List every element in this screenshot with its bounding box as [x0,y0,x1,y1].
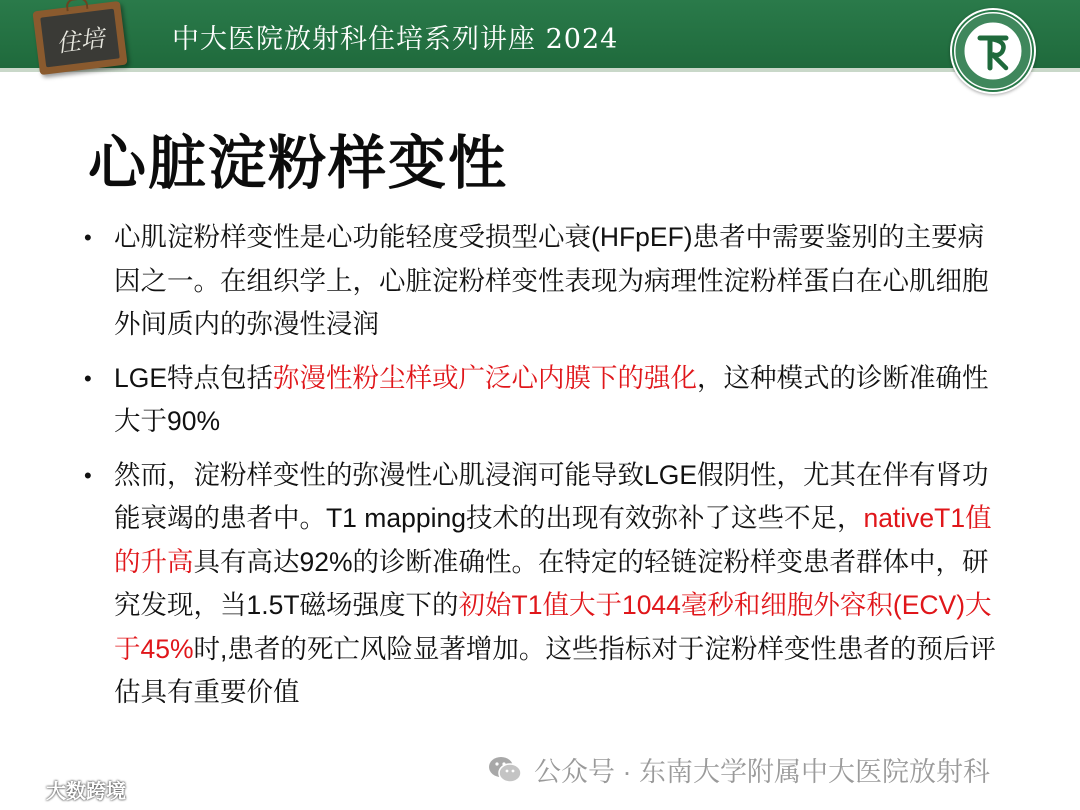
highlighted-text: 初始T1值大于1044毫秒和细胞外容积(ECV)大于45% [114,590,992,664]
highlighted-text: nativeT1值的升高 [114,503,992,577]
watermark-text: 公众号 · 东南大学附属中大医院放射科 [534,757,990,787]
bullet-dot-icon: • [84,462,92,488]
text-segment: LGE特点包括 [114,362,274,393]
corner-watermark-text: 大数跨境 [46,781,126,803]
text-segment: ，这种模式的诊断准确性大于90% [114,362,989,436]
bullet-item [84,357,1004,444]
bullet-item [84,216,1004,347]
header-divider [0,68,1080,72]
bullet-text [114,454,1004,715]
header-title: 中大医院放射科住培系列讲座 2024 [172,24,619,55]
highlighted-text: 弥漫性粉尘样或广泛心内膜下的强化 [273,362,698,393]
chalkboard-badge-icon [32,1,127,75]
watermark [488,750,990,789]
badge-text: 住培 [40,9,120,68]
text-segment: 时,患者的死亡风险显著增加。这些指标对于淀粉样变性患者的预后评估具有重要价值 [114,633,996,707]
text-segment: 心肌淀粉样变性是心功能轻度受损型心衰(HFpEF)患者中需要鉴别的主要病因之一。在组织学上，心脏淀粉样变性表现为病理性淀粉样蛋白在心肌细胞外间质内的弥漫性浸润 [114,222,989,339]
bullet-item [84,454,1004,715]
infinity-logo-icon [6,780,40,800]
bullet-text [114,216,1004,347]
bullet-list [84,216,1004,725]
hospital-logo-icon [950,8,1036,94]
corner-watermark [6,775,126,804]
text-segment: 然而，淀粉样变性的弥漫性心肌浸润可能导致LGE假阴性，尤其在伴有肾功能衰竭的患者中。T1 mapping技术的出现有效弥补了这些不足， [114,459,989,533]
bullet-dot-icon: • [84,365,92,391]
bullet-text [114,357,1004,444]
text-segment: 具有高达92%的诊断准确性。在特定的轻链淀粉样变患者群体中，研究发现，当1.5T磁场强度下的 [114,546,989,620]
bullet-dot-icon: • [84,225,92,250]
slide-title: 心脏淀粉样变性 [88,129,509,197]
wechat-icon [488,755,522,785]
